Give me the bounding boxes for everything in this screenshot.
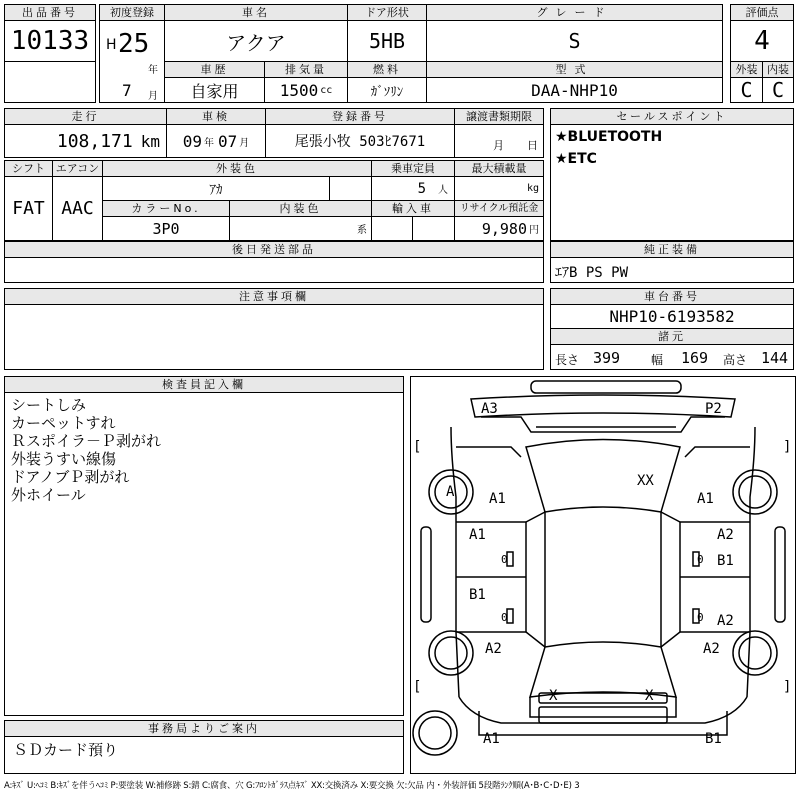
plate-label: 登録番号 (265, 108, 455, 125)
inspect-date: 09 年 07 月 (166, 124, 266, 158)
equip-label: 純正装備 (550, 241, 794, 258)
damage-code: P2 (705, 401, 722, 417)
door-type: 5HB (347, 20, 427, 62)
damage-code: A2 (717, 527, 734, 543)
inspector-note: シートしみ (11, 396, 87, 414)
score-label: 評価点 (730, 4, 794, 21)
import-label: 輸入車 (371, 200, 455, 217)
reg-month: 7 (122, 81, 132, 100)
sales-label: セールスポイント (550, 108, 794, 125)
sales-point-item: ★BLUETOOTH (555, 129, 663, 145)
import-cell-b (412, 216, 455, 241)
bracket-mark: [ (413, 439, 422, 455)
notes (4, 304, 544, 370)
later-parts-label: 後日発送部品 (4, 241, 544, 258)
damage-code: 0 (501, 611, 508, 624)
damage-code: XX (637, 473, 654, 489)
reg-month-unit: 月 (148, 91, 158, 102)
damage-code: A1 (483, 731, 500, 747)
grade-label: グレード (426, 4, 723, 21)
sales-points (550, 124, 794, 241)
reg-date (99, 20, 165, 103)
plate-number: 尾張小牧 503ﾋ7671 (265, 124, 455, 158)
ext-label: 外装 (730, 61, 763, 78)
damage-code: B1 (469, 587, 486, 603)
fuel-label: 燃料 (347, 61, 427, 78)
damage-code: A2 (703, 641, 720, 657)
notes-label: 注意事項欄 (4, 288, 544, 305)
damage-code: A2 (717, 613, 734, 629)
car-outline (411, 377, 795, 773)
inspector-note: 外ホイール (11, 486, 86, 504)
chassis-number: NHP10-6193582 (550, 304, 794, 329)
seats-label: 乗車定員 (371, 160, 455, 177)
name-label: 車名 (164, 4, 348, 21)
inspector-notes (4, 392, 404, 716)
equipment: ｴｱB PS PW (550, 257, 794, 283)
inspector-note: カーペットすれ (11, 414, 116, 432)
damage-code: A1 (697, 491, 714, 507)
reg-year-unit: 年 (148, 65, 158, 76)
model-code: DAA-NHP10 (426, 77, 723, 103)
int-label: 内装 (762, 61, 794, 78)
car-name: アクア (164, 20, 348, 62)
dims-label: 諸元 (550, 328, 794, 345)
damage-code: A1 (469, 527, 486, 543)
later-parts (4, 257, 544, 283)
bracket-mark: ] (783, 679, 792, 695)
lot-number: 10133 (4, 20, 96, 62)
fuel: ｶﾞｿﾘﾝ (347, 77, 427, 103)
reg-label: 初度登録 (99, 4, 165, 21)
damage-code: A (446, 484, 455, 500)
inspector-note: 外装うすい線傷 (11, 450, 117, 468)
mileage: 108,171 km (4, 124, 167, 158)
inspector-note: ドアノブＰ剥がれ (11, 468, 130, 486)
grade: S (426, 20, 723, 62)
score: 4 (730, 20, 794, 62)
ext-grade: C (730, 77, 763, 103)
reg-year: 25 (118, 29, 150, 59)
lot-label: 出品番号 (4, 4, 96, 21)
displacement: 1500 cc (264, 77, 348, 103)
damage-code: 0 (697, 611, 704, 624)
office-note: ＳＤカード預り (4, 736, 404, 774)
aircon: AAC (52, 176, 103, 241)
shift: FAT (4, 176, 53, 241)
body-color: ｱｶ (102, 176, 330, 201)
damage-code: 0 (501, 553, 508, 566)
seats: 5 人 (371, 176, 455, 201)
color-number: 3P0 (102, 216, 230, 241)
color-extra (329, 176, 372, 201)
office-label: 事務局よりご案内 (4, 720, 404, 737)
history-label: 車歴 (164, 61, 265, 78)
color-label: 外装色 (102, 160, 372, 177)
damage-code: A2 (485, 641, 502, 657)
reg-era: H (106, 37, 117, 53)
dimensions: 長さ 399 幅 169 高さ 144 (550, 344, 794, 370)
inspect-label: 車検 (166, 108, 266, 125)
damage-code: A3 (481, 401, 498, 417)
load-label: 最大積載量 (454, 160, 544, 177)
transfer-deadline: 月 日 (454, 124, 544, 158)
ac-label: エアコン (52, 160, 103, 177)
sales-point-item: ★ETC (555, 151, 597, 167)
interior-color: 系 (229, 216, 372, 241)
int-color-label: 内装色 (229, 200, 372, 217)
recycle-fee: 9,980 円 (454, 216, 544, 241)
inspector-note: Ｒスポイラ－Ｐ剥がれ (11, 432, 162, 450)
mileage-label: 走行 (4, 108, 167, 125)
chassis-label: 車台番号 (550, 288, 794, 305)
damage-code: A1 (489, 491, 506, 507)
model-label: 型式 (426, 61, 723, 78)
disp-label: 排気量 (264, 61, 348, 78)
damage-code: B1 (717, 553, 734, 569)
transfer-label: 譲渡書類期限 (454, 108, 544, 125)
recycle-label: リサイクル預託金 (454, 200, 544, 217)
bracket-mark: ] (783, 439, 792, 455)
damage-code: 0 (697, 553, 704, 566)
lot-blank (4, 61, 96, 103)
inspector-label: 検査員記入欄 (4, 376, 404, 393)
shift-label: シフト (4, 160, 53, 177)
damage-code: B1 (705, 731, 722, 747)
max-load: kg (454, 176, 544, 201)
int-grade: C (762, 77, 794, 103)
car-diagram (410, 376, 796, 774)
legend: A:ｷｽﾞ U:ﾍｺﾐ B:ｷｽﾞを伴うﾍｺﾐ P:要塗装 W:補修跡 S:錆 C:腐食、穴 G:ﾌﾛﾝﾄｶﾞﾗｽ点ｷｽﾞ XX:交換済み X:要交換 欠:欠品 内・外装評価 5段階ﾗﾝｸ順(A･B･C･D･E) 3 (4, 781, 580, 791)
history: 自家用 (164, 77, 265, 103)
damage-code: X (645, 688, 654, 704)
color-no-label: カラーNo. (102, 200, 230, 217)
import-cell-a (371, 216, 413, 241)
bracket-mark: [ (413, 679, 422, 695)
door-label: ドア形状 (347, 4, 427, 21)
damage-code: X (549, 688, 558, 704)
